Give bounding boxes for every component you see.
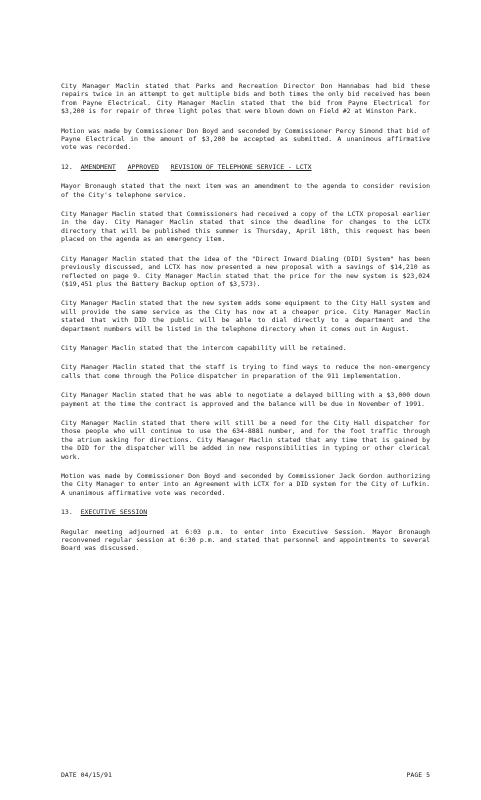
- footer-date: DATE 04/15/91: [61, 771, 112, 779]
- paragraph-agenda-amendment: Mayor Bronaugh stated that the next item was an amendment to the agenda to consider revision of the City's telephone service.: [61, 182, 430, 199]
- paragraph-lctx-proposal: City Manager Maclin stated that Commissioners had received a copy of the LCTX proposal earlier in the day. City Manager Maclin stated that since the deadline for changes to the LCTX directory that will be published this summer is Thursday, April 18th, this request has been placed on the agenda as an emergency item.: [61, 210, 430, 244]
- paragraph-non-emergency-calls: City Manager Maclin stated that the staff is trying to find ways to reduce the non-emergency calls that come through the Police dispatcher in preparation of the 911 implementation.: [61, 363, 430, 380]
- section-number: 13.: [61, 508, 73, 517]
- page-footer: [61, 771, 430, 779]
- footer-page-number: PAGE 5: [406, 771, 430, 779]
- section-title: EXECUTIVE SESSION: [80, 508, 148, 517]
- paragraph-executive-session: Regular meeting adjourned at 6:03 p.m. to enter into Executive Session. Mayor Bronaugh reconvened regular session at 6:30 p.m. and stated that personnel and appointments to several Board was discussed.: [61, 527, 430, 553]
- paragraph-motion-bid-accepted: Motion was made by Commissioner Don Boyd and seconded by Commissioner Percy Simond that bid of Payne Electrical in the amount of $3,200 be accepted as submitted. A unanimous affirmative vote was recorded.: [61, 126, 430, 152]
- section-title-part: AMENDMENT: [80, 162, 116, 171]
- paragraph-dispatcher: City Manager Maclin stated that there will still be a need for the City Hall dispatcher for those people who will continue to use the 634-8881 number, and for the foot traffic through the atrium asking for directions. City Manager Maclin stated that any time that is gained by the DID for the dispatcher will be added in new responsibilities in typing or other clerical work.: [61, 418, 430, 461]
- paragraph-new-system-equipment: City Manager Maclin stated that the new system adds some equipment to the City Hall system and will provide the same service as the City has now at a cheaper price. City Manager Maclin stated that with DID the public will be able to dial directly to a department and the department numbers will be listed in the telephone directory when it comes out in August.: [61, 299, 430, 333]
- section-title-part: REVISION OF TELEPHONE SERVICE - LCTX: [170, 162, 312, 171]
- section-number: 12.: [61, 162, 73, 171]
- paragraph-intercom: City Manager Maclin stated that the intercom capability will be retained.: [61, 343, 347, 352]
- paragraph-motion-lctx-agreement: Motion was made by Commissioner Don Boyd and seconded by Commissioner Jack Gordon authorizing the City Manager to enter into an Agreement with LCTX for a DID system for the City of Lufkin. A unanimous affirmative vote was recorded.: [61, 472, 430, 497]
- paragraph-did-system: City Manager Maclin stated that the idea of the "Direct Inward Dialing (DID) System" has been previously discussed, and LCTX has now presented a new proposal with a savings of $14,210 as reflected on page 9. City Manager Maclin stated that the price for the new system is $23,024 ($19,451 plus the Battery Backup option of $3,573).: [61, 254, 430, 288]
- section-heading-12: [61, 163, 430, 171]
- paragraph-payne-electrical-bid: City Manager Maclin stated that Parks and Recreation Director Don Hannabas had bid these repairs twice in an attempt to get multiple bids and both times the only bid received has been from Payne Electrical. City Manager Maclin stated that the bid from Payne Electrical for $3,200 is for repair of three light poles that were blown down on Field #2 at Winston Park.: [61, 82, 430, 116]
- section-title-part: APPROVED: [127, 162, 159, 171]
- paragraph-delayed-billing: City Manager Maclin stated that he was able to negotiate a delayed billing with a $3,000 down payment at the time the contract is approved and the balance will be due in November of 1991.: [61, 391, 430, 408]
- section-heading-13: [61, 508, 430, 516]
- document-page: [61, 82, 430, 564]
